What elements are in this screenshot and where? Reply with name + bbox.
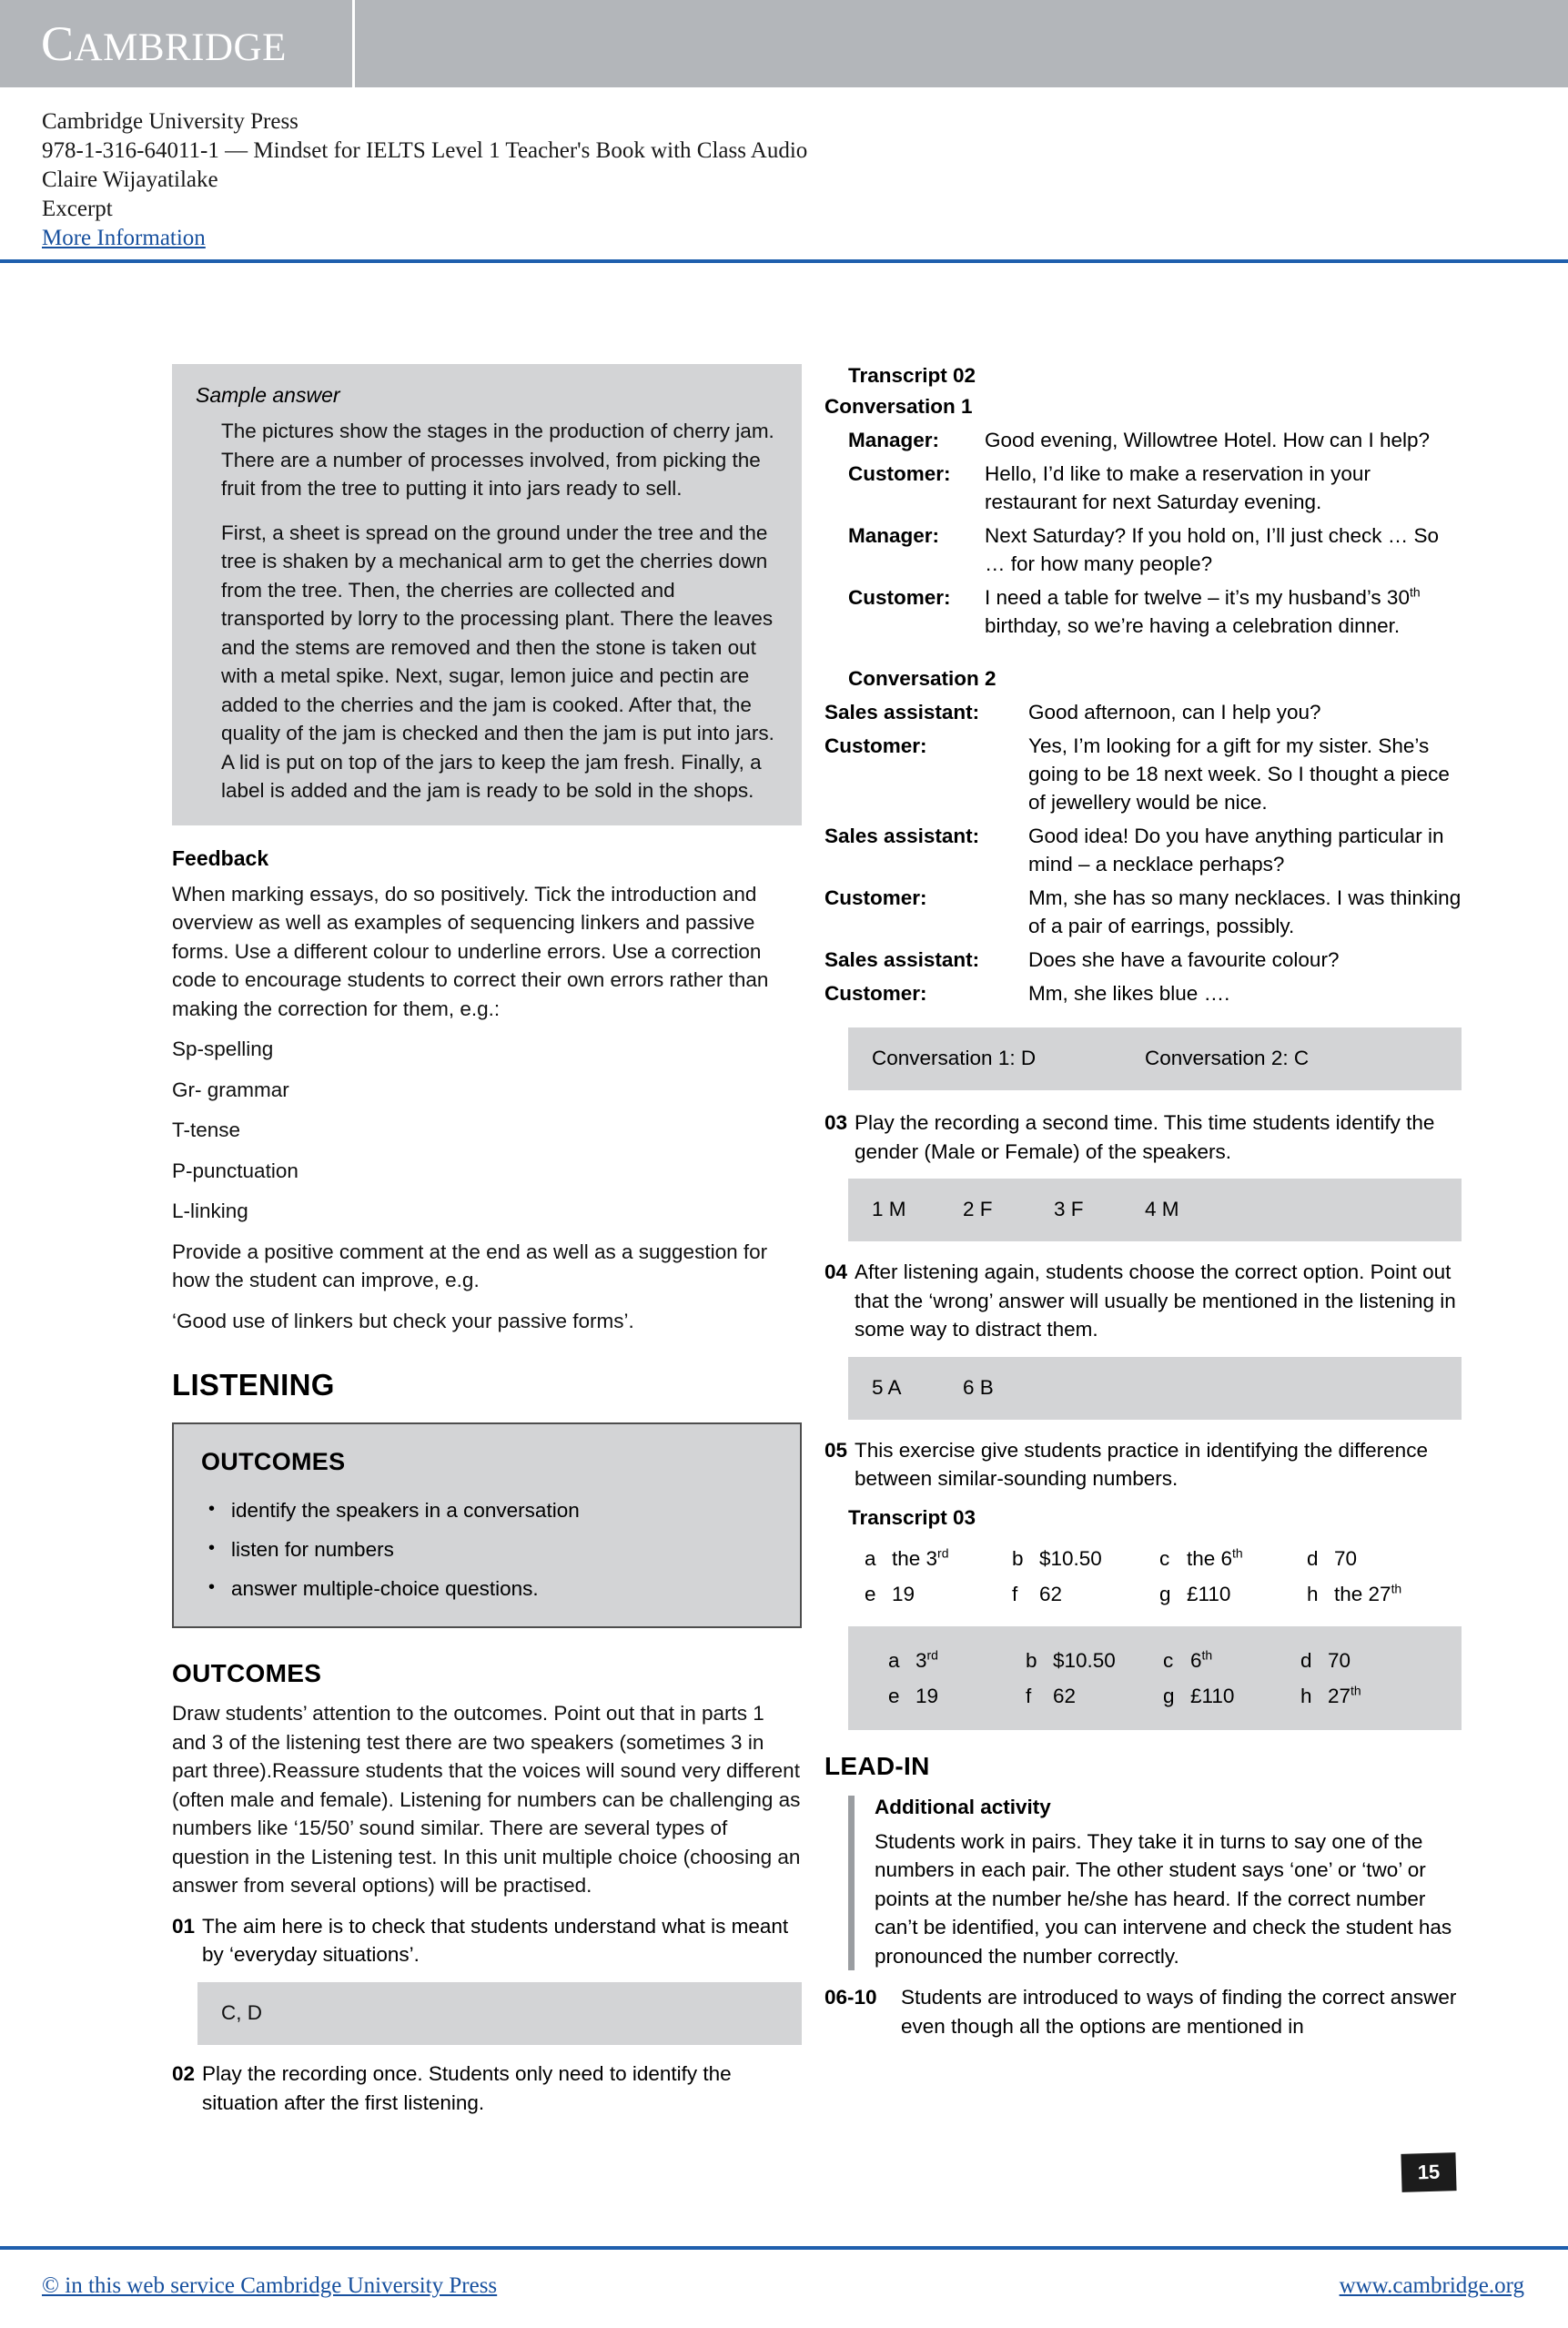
item-value-text: $10.50 — [1053, 1648, 1116, 1672]
footer-copyright-link[interactable]: © in this web service Cambridge University Press — [42, 2273, 498, 2298]
number-cell — [1026, 1682, 1163, 1710]
dialogue-line — [824, 460, 1462, 516]
outcomes-box-heading: OUTCOMES — [201, 1448, 346, 1475]
step-number: 04 — [824, 1260, 848, 1283]
more-information-link[interactable]: More Information — [42, 226, 206, 250]
answer-conversation-1: Conversation 1: D — [872, 1047, 1037, 1069]
answer-number-table — [888, 1646, 1438, 1710]
footer-website-link[interactable]: www.cambridge.org — [1339, 2273, 1524, 2298]
number-cell — [1300, 1682, 1438, 1710]
correction-code-item: Sp-spelling — [172, 1037, 274, 1060]
answer-item: 2 F — [963, 1198, 993, 1220]
item-value-text: 3 — [916, 1648, 927, 1672]
feedback-closing-text: Provide a positive comment at the end as well as a suggestion for how the student can improve, e.g. — [172, 1240, 768, 1291]
item-letter: a — [888, 1648, 900, 1672]
item-value — [916, 1682, 938, 1710]
step-text: Play the recording a second time. This time students identify the gender (Male or Female) of the speakers. — [855, 1111, 1435, 1163]
number-cell — [865, 1580, 1012, 1608]
answer-conversation-2: Conversation 2: C — [1145, 1047, 1310, 1069]
speaker-label: Sales assistant: — [824, 825, 980, 847]
item-letter: h — [1300, 1684, 1312, 1707]
answer-item: 1 M — [872, 1198, 906, 1220]
dialogue-line — [824, 521, 1462, 578]
item-value-text: 27 — [1328, 1684, 1351, 1707]
transcript-02-title: Transcript 02 — [848, 364, 976, 387]
ordinal-suffix: th — [1351, 1683, 1361, 1697]
number-cell — [1300, 1646, 1438, 1675]
conversation-1-title: Conversation 1 — [824, 395, 973, 418]
step-text: Students are introduced to ways of finding the correct answer even though all the options are mentioned in — [901, 1986, 1457, 2038]
number-cell — [1163, 1682, 1300, 1710]
feedback-intro-text: When marking essays, do so positively. Tick the introduction and overview as well as examples of sequencing linkers and passive forms. Use a different colour to underline errors. Use a correction code to encourage students to correct their own errors rather than making the correction for them, e.g.: — [172, 882, 769, 1020]
dialogue-line — [824, 822, 1462, 878]
speaker-label: Manager: — [848, 429, 940, 451]
speaker-text-part1: I need a table for twelve – it’s my husband’s 30 — [985, 586, 1410, 609]
ordinal-suffix: th — [1409, 584, 1421, 600]
item-letter: b — [1012, 1546, 1024, 1570]
item-value-text: 19 — [892, 1582, 916, 1605]
outcomes-box — [172, 1422, 802, 1628]
speaker-label: Customer: — [848, 462, 951, 485]
sample-answer-title: Sample answer — [196, 383, 340, 407]
step-text: The aim here is to check that students understand what is meant by ‘everyday situations’. — [202, 1914, 789, 1966]
conversation-2-title: Conversation 2 — [848, 667, 996, 690]
step-number: 02 — [172, 2062, 196, 2085]
header-divider — [0, 259, 1568, 263]
item-letter: f — [1012, 1582, 1018, 1605]
step-01 — [172, 1912, 802, 1969]
item-letter: e — [865, 1582, 876, 1605]
dialogue-line — [824, 946, 1462, 974]
item-value — [892, 1544, 948, 1573]
answer-row — [872, 1195, 1438, 1223]
sample-answer-body — [196, 417, 778, 805]
footer-divider — [0, 2246, 1568, 2250]
right-column — [824, 364, 1462, 2053]
number-row — [865, 1580, 1463, 1608]
step-05 — [824, 1436, 1462, 1493]
item-value — [1039, 1544, 1102, 1573]
ordinal-suffix: rd — [926, 1647, 938, 1662]
answer-box-conversations — [848, 1027, 1462, 1090]
transcript-03-title: Transcript 03 — [848, 1505, 976, 1529]
answer-box-numbers — [848, 1626, 1462, 1730]
item-value-text: 70 — [1328, 1648, 1351, 1672]
speaker-text: Mm, she likes blue …. — [1028, 982, 1230, 1005]
speaker-text: Good idea! Do you have anything particular in mind – a necklace perhaps? — [1028, 825, 1444, 876]
item-value-text: the 27 — [1334, 1582, 1391, 1605]
item-letter: c — [1163, 1648, 1174, 1672]
isbn-and-title: 978-1-316-64011-1 — Mindset for IELTS Level 1 Teacher's Book with Class Audio — [42, 138, 808, 163]
correction-code-item: L-linking — [172, 1199, 248, 1222]
step-03 — [824, 1108, 1462, 1166]
page-number-tab — [1401, 2152, 1456, 2192]
number-row — [888, 1682, 1438, 1710]
item-value — [1334, 1580, 1401, 1608]
step-06-10 — [824, 1983, 1462, 2040]
answer-box-cd — [197, 1982, 802, 2046]
number-cell — [1159, 1544, 1307, 1573]
answer-item: 5 A — [872, 1375, 902, 1399]
cambridge-logo — [0, 0, 355, 87]
number-cell — [1012, 1580, 1159, 1608]
top-banner — [0, 0, 1568, 87]
speaker-label: Customer: — [848, 586, 951, 609]
step-02 — [172, 2060, 802, 2117]
answer-item: 3 F — [1054, 1198, 1084, 1220]
step-number: 03 — [824, 1111, 848, 1134]
number-row — [865, 1544, 1463, 1573]
item-letter: b — [1026, 1648, 1037, 1672]
correction-code-item: P-punctuation — [172, 1159, 298, 1182]
item-value — [1328, 1646, 1351, 1675]
item-value-text: 62 — [1039, 1582, 1063, 1605]
speaker-text — [985, 583, 1462, 640]
speaker-text: Next Saturday? If you hold on, I’ll just check … So … for how many people? — [985, 524, 1439, 575]
answer-row — [872, 1373, 1438, 1402]
dialogue-line — [824, 426, 1462, 454]
additional-activity-body: Students work in pairs. They take it in turns to say one of the numbers in each pair. The other student says ‘one’ or ‘two’ or points at the number he/she has heard. If the correct number can’t be identified, you can intervene and check the student has pronounced the number correctly. — [875, 1829, 1452, 1968]
additional-activity-heading: Additional activity — [875, 1795, 1051, 1818]
item-value — [1328, 1682, 1361, 1710]
item-letter: f — [1026, 1684, 1032, 1707]
step-04 — [824, 1258, 1462, 1344]
speaker-label: Customer: — [824, 734, 927, 757]
dialogue-line — [824, 583, 1462, 640]
number-cell — [865, 1544, 1012, 1573]
answer-item: 6 B — [963, 1375, 994, 1399]
speaker-text: Good evening, Willowtree Hotel. How can I help? — [985, 429, 1431, 451]
dialogue-line — [824, 732, 1462, 816]
dialogue-line — [824, 979, 1462, 1007]
number-row — [888, 1646, 1438, 1675]
dialogue-line — [824, 698, 1462, 726]
ordinal-suffix: th — [1201, 1647, 1213, 1662]
step-text: Play the recording once. Students only need to identify the situation after the first listening. — [202, 2062, 732, 2114]
leadin-section-heading: LEAD-IN — [824, 1751, 930, 1780]
item-letter: h — [1307, 1582, 1319, 1605]
transcript-03-number-table — [865, 1544, 1463, 1608]
logo-rest-letters: AMBRIDGE — [74, 26, 287, 69]
item-value-text: the 3 — [892, 1546, 938, 1570]
answer-box-gender — [848, 1179, 1462, 1241]
item-value-text: 6 — [1190, 1648, 1202, 1672]
cambridge-logo-text — [41, 15, 287, 72]
page-number: 15 — [1417, 2160, 1441, 2184]
item-letter: d — [1300, 1648, 1312, 1672]
speaker-label: Manager: — [848, 524, 940, 547]
item-letter: a — [865, 1546, 876, 1570]
dialogue-line — [824, 884, 1462, 940]
correction-code-item: Gr- grammar — [172, 1078, 289, 1101]
item-letter: g — [1163, 1684, 1175, 1707]
answer-box-options — [848, 1357, 1462, 1420]
item-value-text: the 6 — [1187, 1546, 1233, 1570]
number-cell — [1159, 1580, 1307, 1608]
listening-section-heading: LISTENING — [172, 1368, 335, 1402]
ordinal-suffix: th — [1391, 1581, 1402, 1595]
step-number: 01 — [172, 1914, 196, 1938]
item-value-text: 70 — [1334, 1546, 1358, 1570]
answer-row — [872, 1044, 1438, 1072]
sample-answer-box — [172, 364, 802, 825]
publisher-name: Cambridge University Press — [42, 109, 298, 134]
item-value-text: £110 — [1187, 1582, 1231, 1605]
item-value — [1187, 1580, 1230, 1608]
number-cell — [1026, 1646, 1163, 1675]
answer-item: 4 M — [1145, 1198, 1179, 1220]
sample-paragraph: First, a sheet is spread on the ground under the tree and the tree is shaken by a mechanical arm to get the cherries down from the tree. Then, the cherries are collected and transported by lorry to the processing plant. There the leaves and the stems are removed and then the stone is taken out with a metal spike. Next, sugar, lemon juice and pectin are added to the cherries and the jam is cooked. After that, the quality of the jam is checked and then the jam is put into jars. A lid is put on top of the jars to keep the jam fresh. Finally, a label is added and the jam is ready to be sold in the shops. — [221, 521, 774, 802]
outcomes-section-heading: OUTCOMES — [172, 1659, 322, 1687]
item-value — [1190, 1682, 1234, 1710]
speaker-text: Hello, I’d like to make a reservation in your restaurant for next Saturday evening. — [985, 462, 1371, 513]
item-value — [1039, 1580, 1062, 1608]
number-cell — [1012, 1544, 1159, 1573]
conversation-2-dialogue — [824, 698, 1462, 1007]
additional-activity-box — [848, 1796, 1462, 1971]
number-cell — [1163, 1646, 1300, 1675]
item-letter: c — [1159, 1546, 1170, 1570]
feedback-example-comment: ‘Good use of linkers but check your passive forms’. — [172, 1309, 634, 1332]
step-text: After listening again, students choose the correct option. Point out that the ‘wrong’ answer will usually be mentioned in the listening in some way to distract them. — [855, 1260, 1456, 1341]
sample-paragraph: The pictures show the stages in the production of cherry jam. There are a number of processes involved, from picking the fruit from the tree to putting it into jars ready to sell. — [221, 420, 774, 500]
answer-value: C, D — [221, 2000, 262, 2024]
item-value — [1053, 1682, 1076, 1710]
item-value — [1190, 1646, 1212, 1675]
left-column — [172, 364, 802, 2130]
step-number: 06-10 — [824, 1986, 877, 2009]
speaker-label: Customer: — [824, 982, 927, 1005]
speaker-text: Does she have a favourite colour? — [1028, 948, 1340, 971]
number-cell — [888, 1682, 1026, 1710]
correction-code-item: T-tense — [172, 1118, 241, 1141]
ordinal-suffix: th — [1232, 1545, 1243, 1560]
outcomes-section-body: Draw students’ attention to the outcomes. Point out that in parts 1 and 3 of the listening test there are two speakers (sometimes 3 in part three).Reassure students that the voices will sound very different (often male and female). Listening for numbers can be challenging as numbers like ‘15/50’ sound similar. There are several types of question in the Listening test. In this unit multiple choice (choosing an answer from several options) will be practised. — [172, 1702, 801, 1897]
item-value-text: 62 — [1053, 1684, 1077, 1707]
item-letter: d — [1307, 1546, 1319, 1570]
ordinal-suffix: rd — [937, 1545, 949, 1560]
excerpt-label: Excerpt — [42, 197, 113, 221]
item-value — [916, 1646, 938, 1675]
speaker-text: Yes, I’m looking for a gift for my sister. She’s going to be 18 next week. So I thought a piece of jewellery would be nice. — [1028, 734, 1450, 814]
item-value-text: $10.50 — [1039, 1546, 1102, 1570]
item-value — [1187, 1544, 1243, 1573]
item-letter: g — [1159, 1582, 1171, 1605]
number-cell — [888, 1646, 1026, 1675]
speaker-label: Sales assistant: — [824, 701, 980, 724]
item-letter: e — [888, 1684, 900, 1707]
number-cell — [1307, 1544, 1454, 1573]
speaker-text-part2: birthday, so we’re having a celebration dinner. — [985, 614, 1401, 637]
speaker-text: Mm, she has so many necklaces. I was thinking of a pair of earrings, possibly. — [1028, 886, 1462, 937]
step-text: This exercise give students practice in identifying the difference between similar-sounding numbers. — [855, 1438, 1428, 1490]
item-value — [1053, 1646, 1116, 1675]
outcomes-list-item: • identify the speakers in a conversation — [201, 1496, 773, 1524]
speaker-label: Sales assistant: — [824, 948, 980, 971]
feedback-heading: Feedback — [172, 845, 269, 870]
conversation-1-dialogue — [824, 426, 1462, 640]
outcomes-list — [201, 1496, 773, 1603]
item-value-text: 19 — [916, 1684, 939, 1707]
outcomes-list-item: • answer multiple-choice questions. — [201, 1574, 773, 1603]
header-metadata — [42, 107, 1134, 253]
step-number: 05 — [824, 1438, 848, 1462]
item-value — [892, 1580, 915, 1608]
author-name: Claire Wijayatilake — [42, 167, 218, 192]
speaker-label: Customer: — [824, 886, 927, 909]
number-cell — [1307, 1580, 1454, 1608]
logo-cap-letter: C — [41, 16, 75, 71]
speaker-text: Good afternoon, can I help you? — [1028, 701, 1321, 724]
item-value — [1334, 1544, 1357, 1573]
item-value-text: £110 — [1190, 1684, 1235, 1707]
outcomes-list-item: • listen for numbers — [201, 1535, 773, 1564]
